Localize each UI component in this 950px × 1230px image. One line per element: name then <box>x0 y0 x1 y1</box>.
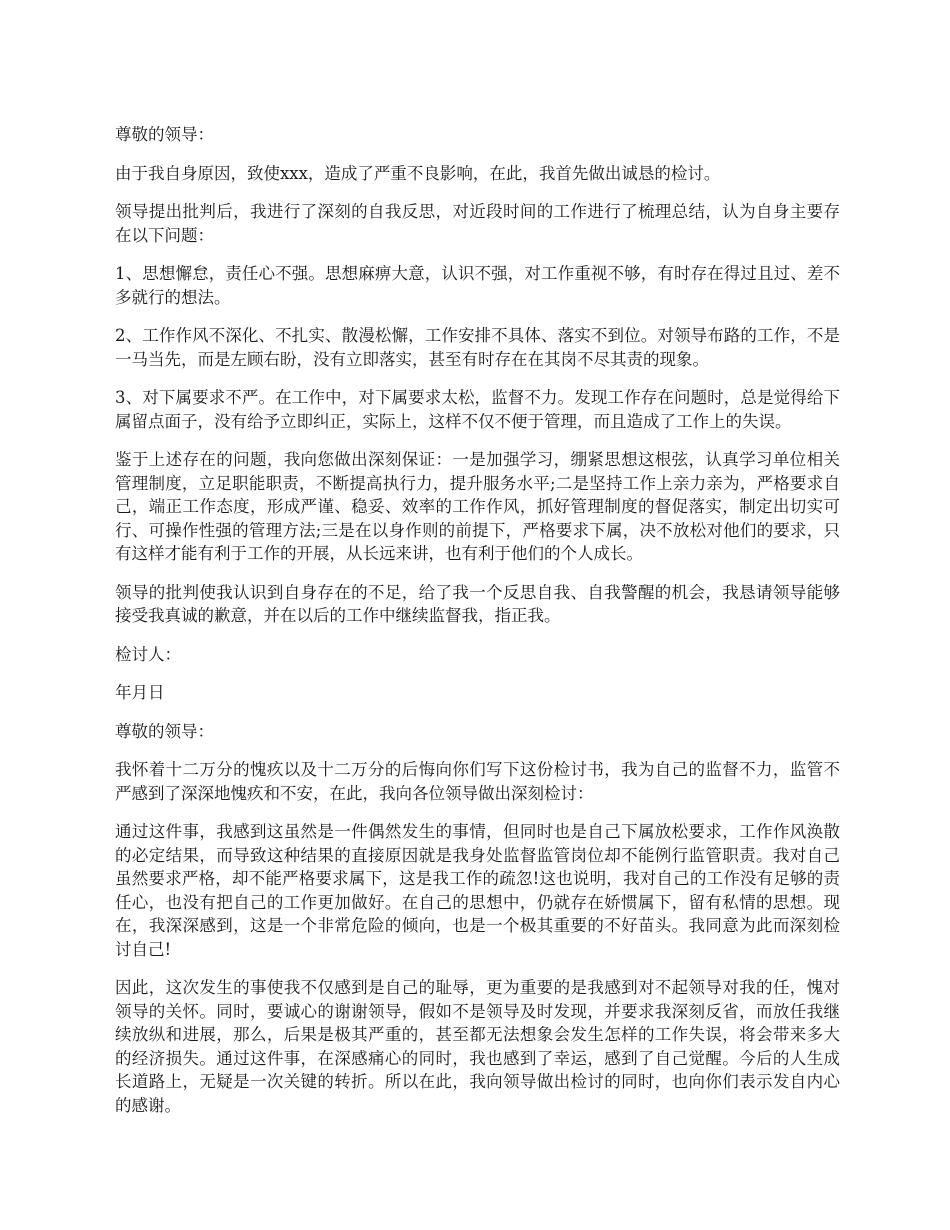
signature-label: 检讨人： <box>115 644 181 664</box>
document-body <box>115 123 840 1132</box>
body-paragraph: 我怀着十二万分的愧疚以及十二万分的后悔向你们写下这份检讨书，我为自己的监督不力，监管不严感到了深深地愧疚和不安，在此，我向各位领导做出深刻检讨： <box>115 760 840 803</box>
date-label: 年月日 <box>115 683 165 702</box>
body-paragraph: 3、对下属要求不严。在工作中，对下属要求太松，监督不力。发现工作存在问题时，总是觉得给下属留点面子，没有给予立即纠正，实际上，这样不仅不便于管理，而且造成了工作上的失误。 <box>115 388 840 431</box>
body-paragraph: 鉴于上述存在的问题，我向您做出深刻保证：一是加强学习，绷紧思想这根弦，认真学习单位相关管理制度，立足职能职责，不断提高执行力，提升服务水平;二是坚持工作上亲力亲为，严格要求自己，端正工作态度，形成严谨、稳妥、效率的工作作风，抓好管理制度的督促落实，制定出切实可行、可操作性强的管理方法;三是在以身作则的前提下，严格要求下属，决不放松对他们的要求，只有这样才能有利于工作的开展，从长远来讲，也有利于他们的个人成长。 <box>115 450 840 563</box>
body-paragraph: 因此，这次发生的事使我不仅感到是自己的耻辱，更为重要的是我感到对不起领导对我的任，愧对领导的关怀。同时，要诚心的谢谢领导，假如不是领导及时发现，并要求我深刻反省，而放任我继续放纵和进展，那么，后果是极其严重的，甚至都无法想象会发生怎样的工作失误，将会带来多大的经济损失。通过这件事，在深感痛心的同时，我也感到了幸运，感到了自己觉醒。今后的人生成长道路上，无疑是一次关键的转折。所以在此，我向领导做出检讨的同时，也向你们表示发自内心的感谢。 <box>115 978 840 1115</box>
salutation: 尊敬的领导： <box>115 125 214 144</box>
salutation: 尊敬的领导： <box>115 721 214 741</box>
body-paragraph: 2、工作作风不深化、不扎实、散漫松懈，工作安排不具体、落实不到位。对领导布路的工作，不是一马当先，而是左顾右盼，没有立即落实，甚至有时存在在其岗不尽其责的现象。 <box>115 326 840 369</box>
body-paragraph: 领导提出批判后，我进行了深刻的自我反思，对近段时间的工作进行了梳理总结，认为自身主要存在以下问题： <box>115 202 840 245</box>
body-paragraph: 通过这件事，我感到这虽然是一件偶然发生的事情，但同时也是自己下属放松要求，工作作风涣散的必定结果，而导致这种结果的直接原因就是我身处监督监管岗位却不能例行监管职责。我对自己虽然要求严格，却不能严格要求属下，这是我工作的疏忽!这也说明，我对自己的工作没有足够的责任心，也没有把自己的工作更加做好。在自己的思想中，仍就存在娇惯属下，留有私情的思想。现在，我深深感到，这是一个非常危险的倾向，也是一个极其重要的不好苗头。我同意为此而深刻检讨自己! <box>115 822 840 959</box>
body-paragraph: 由于我自身原因，致使xxx，造成了严重不良影响，在此，我首先做出诚恳的检讨。 <box>115 163 721 183</box>
body-paragraph: 领导的批判使我认识到自身存在的不足，给了我一个反思自我、自我警醒的机会，我恳请领导能够接受我真诚的歉意，并在以后的工作中继续监督我，指正我。 <box>115 582 840 625</box>
body-paragraph: 1、思想懈怠，责任心不强。思想麻痹大意，认识不强，对工作重视不够，有时存在得过且过、差不多就行的想法。 <box>115 264 840 307</box>
